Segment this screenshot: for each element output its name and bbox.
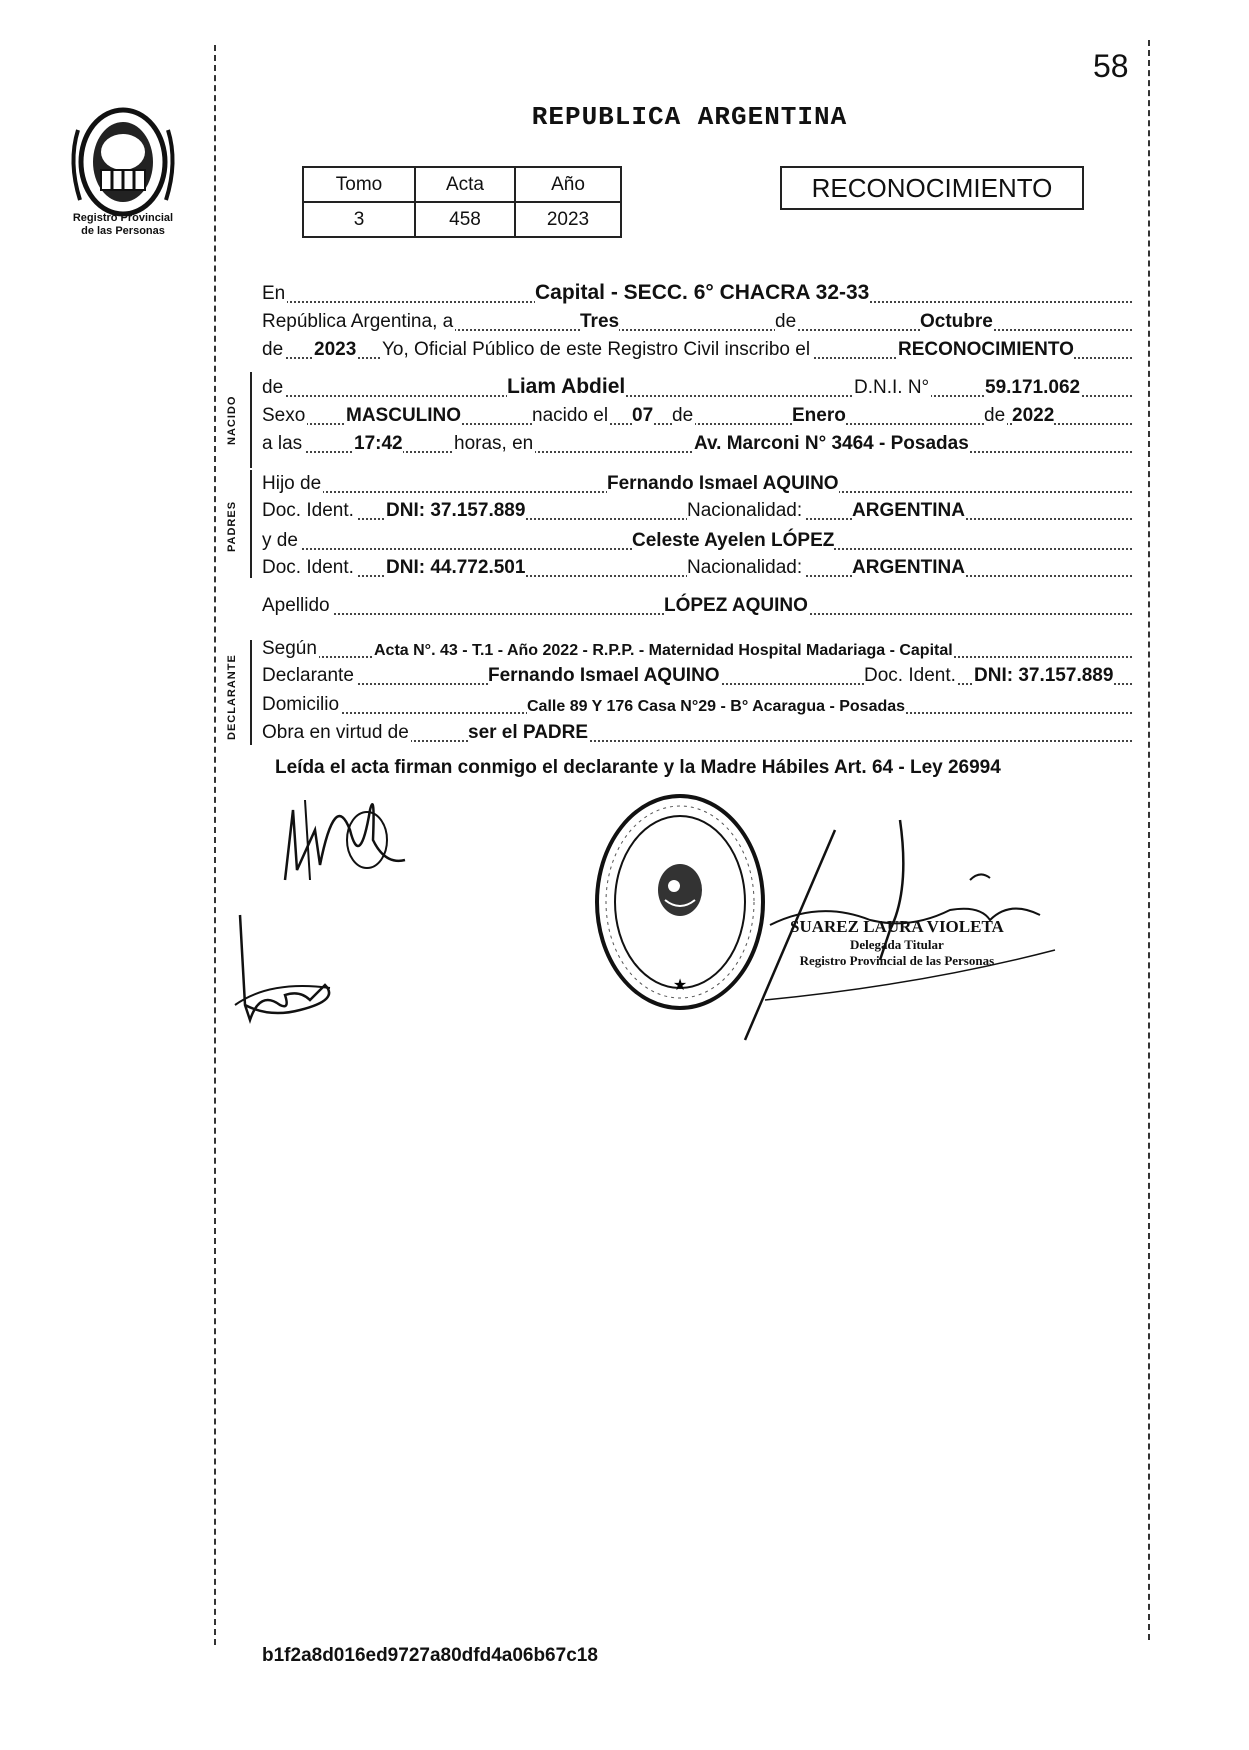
row-domicilio [262,688,1132,714]
row-obra [262,716,1132,742]
row-inscripcion [262,333,1132,359]
right-margin-line [1148,40,1150,1640]
label-nacionalidad-padre: Nacionalidad: [687,500,803,521]
value-nac-mes: Enero [792,405,846,426]
label-dni: D.N.I. N° [854,377,930,398]
value-padre-doc: DNI: 37.157.889 [386,500,526,521]
legal-text: Leída el acta firman conmigo el declarante y la Madre Hábiles Art. 64 - Ley 26994 [275,757,1001,778]
header-acta: Acta [415,167,515,202]
side-label-declarante: DECLARANTE [226,654,238,740]
value-hora: 17:42 [354,433,403,454]
official-role: Delegada Titular [850,937,944,952]
value-tomo: 3 [303,202,415,237]
value-dni: 59.171.062 [985,377,1081,398]
value-declarante-doc: DNI: 37.157.889 [974,665,1114,686]
official-name: SUAREZ LAURA VIOLETA [790,917,1004,936]
label-en: En [262,283,286,304]
official-name-block [790,917,1004,969]
row-segun [262,632,1132,658]
label-segun: Según [262,638,317,659]
record-type-box: RECONOCIMIENTO [780,166,1084,210]
label-yo: Yo, Oficial Público de este Registro Civil inscribo el [382,339,811,360]
value-declarante: Fernando Ismael AQUINO [488,665,720,686]
row-nombre [262,371,1132,397]
value-segun: Acta N°. 43 - T.1 - Año 2022 - R.P.P. - Maternidad Hospital Madariaga - Capital [374,642,953,659]
label-de-anio: de [262,339,284,360]
value-anio-acta: 2023 [314,339,357,360]
row-declarante [262,659,1132,685]
official-org: Registro Provincial de las Personas [799,953,995,968]
side-label-nacido: NACIDO [226,395,238,445]
label-de-mes: de [984,405,1006,426]
section-divider-declarante [250,640,252,745]
value-domicilio: Calle 89 Y 176 Casa N°29 - B° Acaragua - Posadas [527,698,906,715]
label-declarante: Declarante [262,665,354,686]
label-apellido: Apellido [262,595,330,616]
document-hash: b1f2a8d016ed9727a80dfd4a06b67c18 [262,1645,598,1666]
label-domicilio: Domicilio [262,694,340,715]
label-de-nombre: de [262,377,284,398]
label-doc-madre: Doc. Ident. [262,557,354,578]
seal-caption-line1: Registro Provincial [72,212,174,224]
label-nacionalidad-madre: Nacionalidad: [687,557,803,578]
svg-text:★: ★ [672,977,688,994]
row-madre-doc [262,551,1132,577]
value-madre-nacionalidad: ARGENTINA [852,557,965,578]
value-madre: Celeste Ayelen LÓPEZ [632,530,835,551]
label-doc-declarante: Doc. Ident. [864,665,956,686]
section-divider-nacido [250,372,252,468]
value-padre-nacionalidad: ARGENTINA [852,500,965,521]
label-de-dia: de [672,405,694,426]
row-padre-doc [262,494,1132,520]
row-apellido [262,589,1132,615]
page-number: 58 [1093,48,1129,84]
label-republica: República Argentina, a [262,311,454,332]
value-obra: ser el PADRE [468,722,589,743]
value-anio: 2023 [515,202,621,237]
left-margin-line [214,45,216,1645]
section-divider-padres [250,470,252,578]
value-lugar-acta: Capital - SECC. 6° CHACRA 32-33 [535,281,870,304]
row-padre [262,467,1132,493]
label-alas: a las [262,433,303,454]
label-nacido: nacido el [532,405,609,426]
row-fecha [262,305,1132,331]
madre-signature [230,910,350,1025]
row-hora-lugar [262,427,1132,453]
row-madre [262,524,1132,550]
value-lugar-nacimiento: Av. Marconi N° 3464 - Posadas [694,433,969,454]
row-lugar-acta [262,277,1132,303]
header-anio: Año [515,167,621,202]
label-hijo-de: Hijo de [262,473,322,494]
value-padre: Fernando Ismael AQUINO [607,473,839,494]
value-inscribo: RECONOCIMIENTO [898,339,1074,360]
value-mes: Octubre [920,311,993,332]
declarante-signature [275,770,425,890]
seal-caption [48,212,198,238]
header-tomo: Tomo [303,167,415,202]
label-de: de [775,311,797,332]
page-title: REPUBLICA ARGENTINA [531,102,848,132]
value-madre-doc: DNI: 44.772.501 [386,557,526,578]
label-sexo: Sexo [262,405,306,426]
label-horas-en: horas, en [454,433,534,454]
value-nac-dia: 07 [632,405,654,426]
value-acta: 458 [415,202,515,237]
value-apellido: LÓPEZ AQUINO [664,595,808,616]
tomo-acta-table [302,166,622,238]
value-nombre: Liam Abdiel [507,375,626,398]
label-y-de: y de [262,530,298,551]
side-label-padres: PADRES [226,500,238,552]
seal-caption-line2: de las Personas [81,225,165,237]
value-nac-anio: 2022 [1012,405,1055,426]
row-sexo-nacimiento [262,399,1132,425]
value-sexo: MASCULINO [346,405,462,426]
value-dia: Tres [580,311,620,332]
label-doc-padre: Doc. Ident. [262,500,354,521]
label-obra: Obra en virtud de [262,722,409,743]
